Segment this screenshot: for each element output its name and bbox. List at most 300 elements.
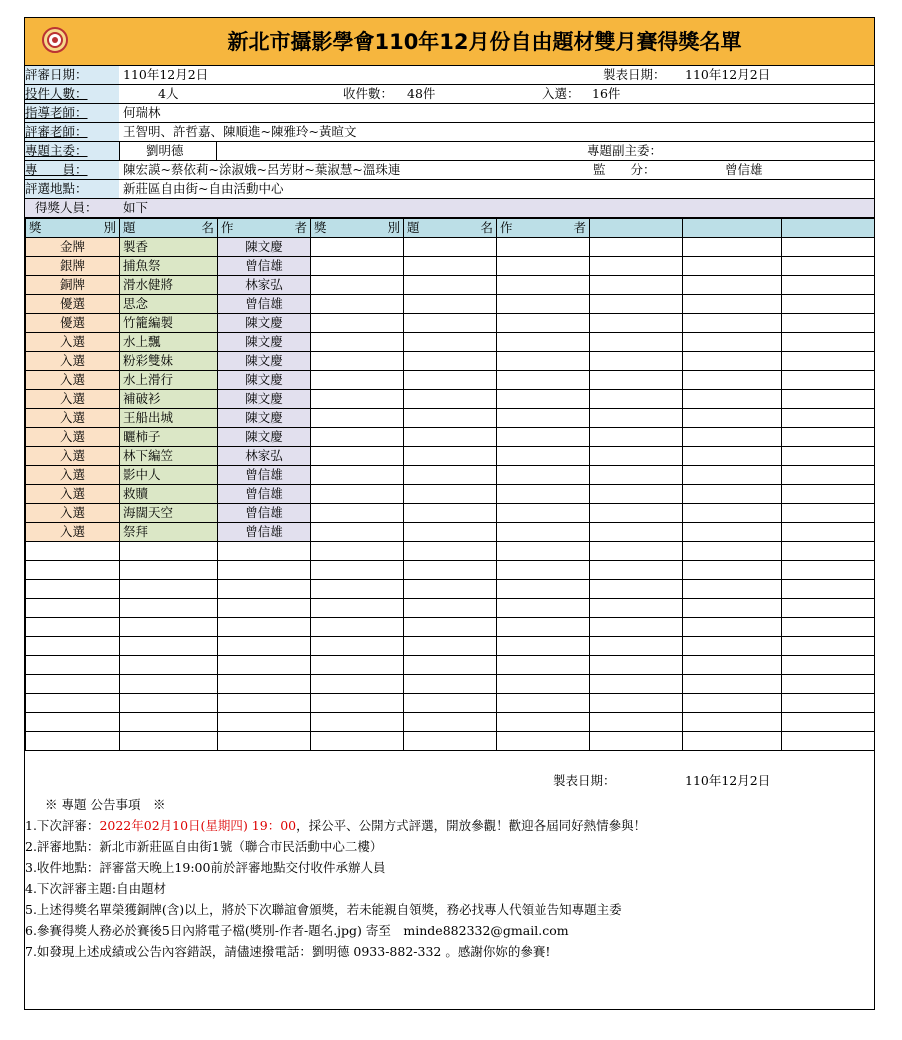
award-cell: 入選 [26, 333, 120, 352]
awards-table-wrap [25, 218, 874, 751]
empty-cell [218, 618, 311, 637]
header-char: 名 [480, 220, 493, 235]
empty-cell [404, 599, 497, 618]
author-cell: 陳文慶 [218, 352, 311, 371]
empty-header-cell [590, 219, 683, 238]
empty-cell [218, 732, 311, 751]
header-char: 題 [123, 220, 136, 235]
info-row-dates [25, 66, 874, 85]
empty-cell [311, 333, 404, 352]
empty-cell [683, 295, 782, 314]
empty-cell [218, 599, 311, 618]
venue-label: 評選地點： [25, 180, 119, 198]
footer-date-row [25, 770, 874, 794]
empty-cell [120, 675, 218, 694]
empty-cell [782, 637, 875, 656]
members-label: 專 員： [25, 161, 119, 179]
venue-value: 新莊區自由街~自由活動中心 [123, 181, 284, 196]
empty-cell [497, 238, 590, 257]
empty-cell [26, 713, 120, 732]
empty-cell [311, 409, 404, 428]
empty-cell [782, 713, 875, 732]
info-row-teacher [25, 104, 874, 123]
empty-cell [311, 352, 404, 371]
empty-cell [311, 371, 404, 390]
empty-cell [590, 295, 683, 314]
selected-label: 入選： [542, 86, 580, 101]
author-cell: 曾信雄 [218, 485, 311, 504]
table-row [26, 409, 875, 428]
title-cell: 王船出城 [120, 409, 218, 428]
empty-cell [782, 732, 875, 751]
empty-row [26, 713, 875, 732]
page-title: 新北市攝影學會110年12月份自由題材雙月賽得獎名單 [227, 30, 742, 54]
author-cell: 陳文慶 [218, 428, 311, 447]
award-cell: 金牌 [26, 238, 120, 257]
teacher-label: 指導老師： [25, 104, 119, 122]
empty-cell [782, 485, 875, 504]
author-cell: 陳文慶 [218, 371, 311, 390]
empty-cell [683, 466, 782, 485]
empty-cell [590, 637, 683, 656]
empty-cell [311, 561, 404, 580]
title-cell: 滑水健將 [120, 276, 218, 295]
empty-cell [590, 561, 683, 580]
entrants-value: 4人 [158, 86, 179, 101]
selected-value: 16件 [592, 86, 621, 101]
empty-row [26, 561, 875, 580]
empty-cell [683, 694, 782, 713]
empty-cell [404, 295, 497, 314]
empty-cell [311, 428, 404, 447]
table-row [26, 523, 875, 542]
empty-header-cell [683, 219, 782, 238]
empty-cell [590, 580, 683, 599]
empty-cell [311, 314, 404, 333]
column-header [120, 219, 218, 238]
awards-table [25, 218, 875, 751]
empty-cell [311, 485, 404, 504]
empty-cell [311, 523, 404, 542]
empty-cell [590, 466, 683, 485]
empty-cell [404, 713, 497, 732]
empty-cell [404, 466, 497, 485]
award-cell: 入選 [26, 352, 120, 371]
received-value: 48件 [407, 86, 436, 101]
empty-cell [26, 675, 120, 694]
judges-value: 王智明、許哲嘉、陳順進~陳雅玲~黃暄文 [123, 124, 357, 139]
empty-cell [404, 637, 497, 656]
empty-cell [311, 599, 404, 618]
vice-chair-label: 專題副主委： [587, 143, 663, 158]
empty-cell [311, 713, 404, 732]
empty-cell [683, 542, 782, 561]
empty-cell [404, 694, 497, 713]
author-cell: 曾信雄 [218, 523, 311, 542]
winners-value: 如下 [123, 200, 149, 215]
empty-cell [590, 599, 683, 618]
info-row-counts [25, 85, 874, 104]
empty-cell [590, 333, 683, 352]
empty-cell [26, 599, 120, 618]
header-char: 獎 [29, 220, 42, 235]
author-cell: 曾信雄 [218, 504, 311, 523]
empty-cell [497, 656, 590, 675]
empty-cell [404, 257, 497, 276]
table-row [26, 257, 875, 276]
members-value: 陳宏謨~蔡依莉~涂淑娥~呂芳財~葉淑慧~溫珠連 [123, 162, 401, 177]
empty-cell [683, 523, 782, 542]
empty-cell [218, 675, 311, 694]
empty-cell [120, 637, 218, 656]
empty-cell [782, 314, 875, 333]
author-cell: 陳文慶 [218, 409, 311, 428]
entrants-label: 投件人數： [25, 85, 119, 103]
empty-cell [497, 428, 590, 447]
info-row-winners [25, 199, 874, 218]
empty-cell [782, 656, 875, 675]
empty-cell [782, 694, 875, 713]
chair-value: 劉明德 [119, 142, 217, 160]
award-cell: 銅牌 [26, 276, 120, 295]
table-row [26, 504, 875, 523]
empty-cell [683, 713, 782, 732]
author-cell: 林家弘 [218, 447, 311, 466]
header-char: 獎 [314, 220, 327, 235]
empty-cell [497, 694, 590, 713]
title-cell: 林下編笠 [120, 447, 218, 466]
empty-cell [683, 390, 782, 409]
empty-cell [497, 732, 590, 751]
note-4: 4.下次評審主題:自由題材 [25, 881, 167, 896]
empty-cell [218, 542, 311, 561]
note-3: 3.收件地點：評審當天晚上19:00前於評審地點交付收件承辦人員 [25, 860, 386, 875]
empty-cell [120, 561, 218, 580]
note-5: 5.上述得獎名單榮獲銅牌(含)以上，將於下次聯誼會頒獎，若未能親自領獎，務必找專人代領並告知專題主委 [25, 902, 622, 917]
judge-date: 110年12月2日 [123, 67, 209, 82]
empty-cell [683, 485, 782, 504]
title-cell: 祭拜 [120, 523, 218, 542]
empty-cell [26, 732, 120, 751]
empty-cell [120, 599, 218, 618]
empty-cell [782, 409, 875, 428]
empty-cell [782, 599, 875, 618]
empty-cell [404, 314, 497, 333]
table-row [26, 390, 875, 409]
empty-cell [590, 542, 683, 561]
header-char: 者 [573, 220, 586, 235]
empty-cell [782, 675, 875, 694]
table-row [26, 485, 875, 504]
empty-cell [26, 618, 120, 637]
empty-cell [782, 504, 875, 523]
title-cell: 曬柿子 [120, 428, 218, 447]
note-6: 6.參賽得獎人務必於賽後5日內將電子檔(獎別-作者-題名.jpg) 寄至 minde882332@gmail.com [25, 923, 569, 938]
empty-cell [782, 333, 875, 352]
empty-row [26, 656, 875, 675]
empty-cell [683, 580, 782, 599]
empty-cell [590, 656, 683, 675]
empty-cell [590, 675, 683, 694]
empty-cell [683, 333, 782, 352]
empty-cell [404, 732, 497, 751]
empty-cell [26, 580, 120, 599]
empty-cell [311, 295, 404, 314]
supervisor-label: 監 分： [593, 162, 656, 177]
empty-cell [590, 257, 683, 276]
empty-cell [497, 599, 590, 618]
info-row-chair [25, 142, 874, 161]
empty-cell [683, 732, 782, 751]
author-cell: 曾信雄 [218, 257, 311, 276]
empty-cell [590, 428, 683, 447]
empty-cell [590, 352, 683, 371]
column-header [26, 219, 120, 238]
note-1-suffix: ，採公平、公開方式評選，開放參觀！歡迎各屆同好熱情參與！ [296, 818, 647, 833]
table-row [26, 314, 875, 333]
empty-cell [782, 238, 875, 257]
empty-cell [782, 542, 875, 561]
empty-cell [590, 618, 683, 637]
empty-cell [497, 713, 590, 732]
note-7: 7.如發現上述成績或公告內容錯誤，請儘速撥電話：劉明德 0933-882-332 。感謝你妳的參賽! [25, 944, 551, 959]
empty-cell [218, 637, 311, 656]
award-cell: 入選 [26, 409, 120, 428]
header-char: 作 [221, 220, 234, 235]
award-cell: 入選 [26, 485, 120, 504]
author-cell: 曾信雄 [218, 295, 311, 314]
empty-cell [683, 504, 782, 523]
header-char: 題 [407, 220, 420, 235]
award-cell: 入選 [26, 428, 120, 447]
judge-date-label: 評審日期： [25, 66, 119, 84]
empty-cell [311, 504, 404, 523]
empty-header-cell [782, 219, 875, 238]
award-cell: 入選 [26, 523, 120, 542]
empty-cell [590, 276, 683, 295]
empty-cell [683, 447, 782, 466]
empty-cell [404, 542, 497, 561]
empty-cell [218, 561, 311, 580]
empty-cell [497, 542, 590, 561]
empty-cell [404, 409, 497, 428]
empty-cell [497, 295, 590, 314]
award-cell: 優選 [26, 314, 120, 333]
empty-cell [311, 694, 404, 713]
empty-cell [497, 352, 590, 371]
empty-cell [497, 561, 590, 580]
table-row [26, 333, 875, 352]
author-cell: 陳文慶 [218, 390, 311, 409]
empty-cell [683, 675, 782, 694]
empty-cell [120, 656, 218, 675]
empty-cell [311, 675, 404, 694]
table-row [26, 466, 875, 485]
empty-cell [782, 352, 875, 371]
empty-cell [782, 295, 875, 314]
empty-cell [590, 238, 683, 257]
empty-cell [497, 523, 590, 542]
empty-cell [26, 694, 120, 713]
empty-cell [404, 504, 497, 523]
empty-cell [590, 447, 683, 466]
table-row [26, 238, 875, 257]
empty-cell [404, 238, 497, 257]
empty-cell [404, 656, 497, 675]
empty-cell [683, 409, 782, 428]
made-date: 110年12月2日 [685, 67, 771, 82]
empty-cell [120, 580, 218, 599]
empty-cell [120, 694, 218, 713]
empty-cell [782, 276, 875, 295]
info-row-judges [25, 123, 874, 142]
empty-cell [497, 314, 590, 333]
empty-cell [683, 314, 782, 333]
empty-cell [497, 257, 590, 276]
table-row [26, 371, 875, 390]
empty-cell [683, 276, 782, 295]
empty-row [26, 580, 875, 599]
empty-cell [590, 371, 683, 390]
empty-cell [782, 618, 875, 637]
empty-cell [782, 466, 875, 485]
award-cell: 入選 [26, 390, 120, 409]
teacher-value: 何瑞林 [123, 105, 161, 120]
footer-made-date: 110年12月2日 [685, 773, 771, 788]
empty-cell [404, 333, 497, 352]
empty-cell [497, 447, 590, 466]
header-char: 作 [500, 220, 513, 235]
empty-cell [311, 390, 404, 409]
empty-cell [497, 466, 590, 485]
author-cell: 陳文慶 [218, 333, 311, 352]
author-cell: 陳文慶 [218, 314, 311, 333]
empty-cell [120, 732, 218, 751]
empty-row [26, 694, 875, 713]
title-cell: 思念 [120, 295, 218, 314]
info-row-members [25, 161, 874, 180]
empty-cell [120, 542, 218, 561]
empty-cell [404, 276, 497, 295]
empty-cell [782, 561, 875, 580]
winners-label: 得獎人員： [35, 200, 98, 215]
empty-cell [404, 371, 497, 390]
empty-cell [311, 732, 404, 751]
header-char: 名 [201, 220, 214, 235]
next-judging-date: 2022年02月10日(星期四) 19：00 [99, 818, 297, 833]
table-header-row [26, 219, 875, 238]
empty-cell [404, 675, 497, 694]
author-cell: 陳文慶 [218, 238, 311, 257]
empty-cell [311, 656, 404, 675]
note-1 [25, 815, 874, 836]
award-cell: 銀牌 [26, 257, 120, 276]
header-char: 別 [387, 220, 400, 235]
empty-cell [404, 352, 497, 371]
empty-cell [590, 485, 683, 504]
table-row [26, 295, 875, 314]
empty-cell [311, 447, 404, 466]
empty-cell [782, 390, 875, 409]
empty-cell [497, 637, 590, 656]
table-row [26, 352, 875, 371]
empty-cell [683, 618, 782, 637]
empty-cell [311, 276, 404, 295]
empty-cell [782, 371, 875, 390]
empty-cell [218, 656, 311, 675]
empty-cell [26, 656, 120, 675]
empty-cell [590, 390, 683, 409]
title-cell: 補破衫 [120, 390, 218, 409]
empty-row [26, 618, 875, 637]
empty-cell [590, 409, 683, 428]
empty-cell [26, 561, 120, 580]
empty-cell [590, 713, 683, 732]
empty-cell [782, 447, 875, 466]
empty-cell [590, 732, 683, 751]
title-cell: 海闊天空 [120, 504, 218, 523]
column-header [218, 219, 311, 238]
title-cell: 水上飄 [120, 333, 218, 352]
empty-cell [311, 238, 404, 257]
empty-cell [404, 523, 497, 542]
empty-cell [26, 542, 120, 561]
note-2: 2.評審地點：新北市新莊區自由街1號（聯合市民活動中心二樓） [25, 839, 383, 854]
empty-row [26, 637, 875, 656]
empty-row [26, 599, 875, 618]
empty-row [26, 732, 875, 751]
empty-cell [404, 390, 497, 409]
received-label: 收件數： [343, 86, 394, 101]
empty-row [26, 675, 875, 694]
empty-cell [497, 371, 590, 390]
empty-cell [311, 618, 404, 637]
title-bar [25, 18, 874, 66]
author-cell: 林家弘 [218, 276, 311, 295]
author-cell: 曾信雄 [218, 466, 311, 485]
empty-cell [590, 694, 683, 713]
empty-cell [497, 276, 590, 295]
empty-cell [590, 504, 683, 523]
notice-title: ※ 專題 公告事項 ※ [45, 797, 166, 812]
empty-cell [497, 618, 590, 637]
empty-cell [782, 428, 875, 447]
empty-cell [590, 523, 683, 542]
empty-cell [497, 485, 590, 504]
empty-cell [782, 523, 875, 542]
award-cell: 入選 [26, 447, 120, 466]
empty-cell [311, 466, 404, 485]
empty-cell [404, 428, 497, 447]
header-char: 者 [294, 220, 307, 235]
empty-cell [497, 504, 590, 523]
empty-row [26, 542, 875, 561]
footer-made-date-label: 製表日期： [553, 773, 616, 788]
info-row-venue [25, 180, 874, 199]
empty-cell [404, 618, 497, 637]
empty-cell [26, 637, 120, 656]
column-header [404, 219, 497, 238]
column-header [497, 219, 590, 238]
header-char: 別 [103, 220, 116, 235]
title-cell: 竹籠編製 [120, 314, 218, 333]
supervisor-value: 曾信雄 [725, 162, 763, 177]
note-1-prefix: 1.下次評審： [25, 818, 100, 833]
award-cell: 入選 [26, 504, 120, 523]
empty-cell [497, 390, 590, 409]
empty-cell [404, 447, 497, 466]
empty-cell [683, 257, 782, 276]
